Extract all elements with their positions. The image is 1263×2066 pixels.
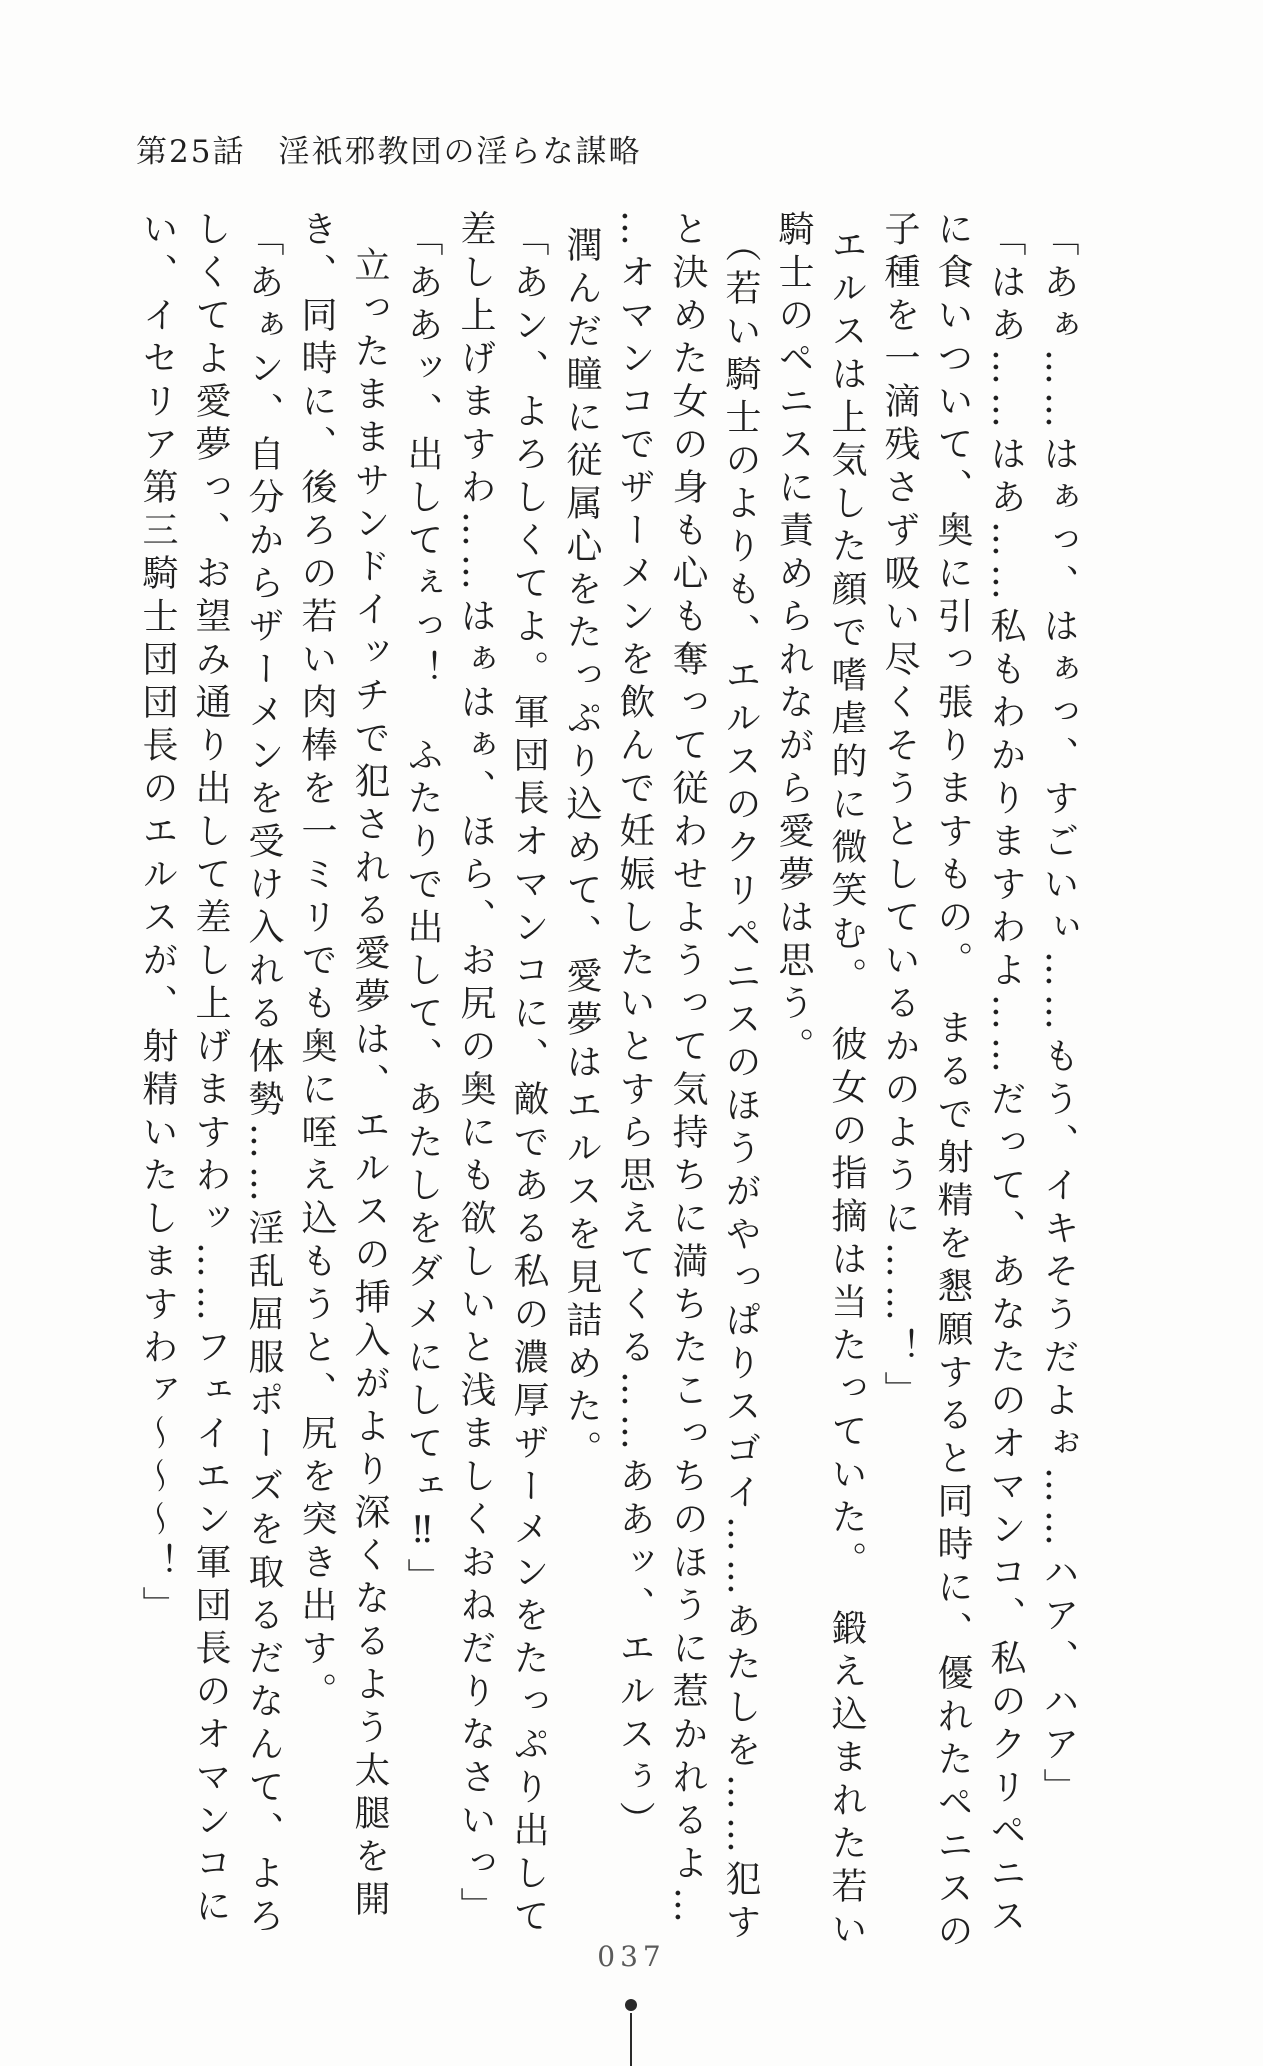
text-line: エルスは上気した顔で嗜虐的に微笑む。 彼女の指摘は当たっていた。 鍛え込まれた若い bbox=[826, 226, 867, 1953]
text-line: 「ああッ、出してぇっ！ ふたりで出して、あたしをダメにしてェ‼」 bbox=[402, 220, 443, 1601]
body-text bbox=[125, 210, 1085, 2045]
text-line: 「あン、よろしくてよ。軍団長オマンコに、敵である私の濃厚ザーメンをたっぷり出して bbox=[508, 220, 549, 1940]
page-number: 037 bbox=[597, 1940, 666, 1973]
text-line: 「あぁン、自分からザーメンを受け入れる体勢……淫乱屈服ポーズを取るだなんて、よろ bbox=[243, 220, 284, 1940]
text-line: 差し上げますわ……はぁはぁ、ほら、お尻の奥にも欲しいと浅ましくおねだりなさいっ」 bbox=[455, 210, 496, 1930]
text-line: 潤んだ瞳に従属心をたっぷり込めて、愛夢はエルスを見詰めた。 bbox=[561, 226, 602, 1473]
text-line: 子種を一滴残さず吸い尽くそうとしているかのように……！」 bbox=[879, 210, 920, 1414]
chapter-title: 第25話 淫祇邪教団の淫らな謀略 bbox=[136, 134, 642, 170]
dot-icon bbox=[625, 1999, 637, 2011]
text-line: き、同時に、後ろの若い肉棒を一ミリでも奥に咥え込もうと、尻を突き出す。 bbox=[296, 210, 337, 1715]
text-line: （若い騎士のよりも、エルスのクリペニスのほうがやっぱりスゴイ……あたしを……犯す bbox=[720, 226, 761, 1946]
text-line: に食いついて、奥に引っ張りますもの。 まるで射精を懇願すると同時に、優れたペニスの bbox=[932, 210, 973, 1955]
text-line: 騎士のペニスに責められながら愛夢は思う。 bbox=[773, 210, 814, 1070]
vertical-rule bbox=[630, 2013, 632, 2066]
text-line: い、イセリア第三騎士団団長のエルスが、射精いたしますわァ～～～！」 bbox=[137, 210, 178, 1629]
text-line: しくてよ愛夢っ、お望み通り出して差し上げますわッ……フェイエン軍団長のオマンコに bbox=[190, 210, 231, 1930]
text-line: …オマンコでザーメンを飲んで妊娠したいとすら思えてくる……ああッ、エルスぅ） bbox=[614, 210, 655, 1844]
text-line: 立ったままサンドイッチで犯される愛夢は、エルスの挿入がより深くなるよう太腿を開 bbox=[349, 246, 390, 1923]
text-line: 「はあ……はあ……私もわかりますわよ……だって、あなたのオマンコ、私のクリペニス bbox=[985, 220, 1026, 1940]
text-line: と決めた女の身も心も奪って従わせようって気持ちに満ちたこっちのほうに惹かれるよ… bbox=[667, 210, 708, 1930]
text-line: 「あぁ……はぁっ、はぁっ、すごいぃ……もう、イキそうだよぉ……ハア、ハア」 bbox=[1038, 220, 1079, 1811]
